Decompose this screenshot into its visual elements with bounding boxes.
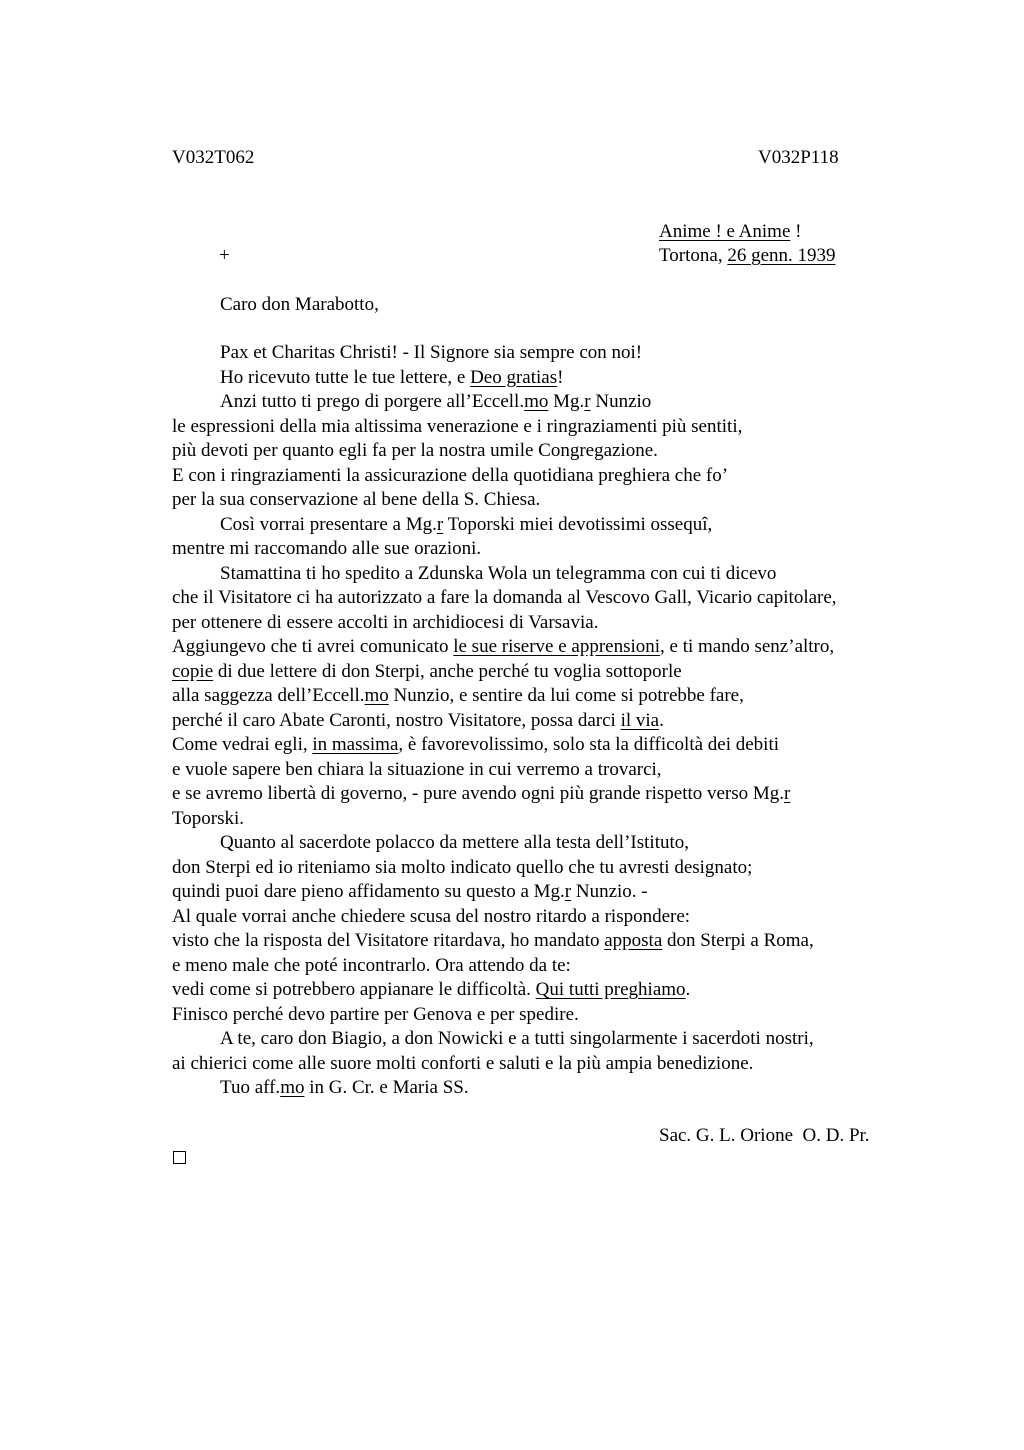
body-line: per ottenere di essere accolti in archidiocesi di Varsavia. <box>172 611 599 633</box>
salutation: Caro don Marabotto, <box>220 294 379 315</box>
body-line: alla saggezza dell’Eccell.mo Nunzio, e sentire da lui come si potrebbe fare, <box>172 685 744 706</box>
body-line: don Sterpi ed io riteniamo sia molto indicato quello che tu avresti designato; <box>172 856 753 878</box>
body-line: ai chierici come alle suore molti conforti e saluti e la più ampia benedizione. <box>172 1052 754 1074</box>
body-line: Anzi tutto ti prego di porgere all’Eccell.mo Mg.r Nunzio <box>220 391 652 412</box>
body-line: e meno male che poté incontrarlo. Ora attendo da te: <box>172 954 571 976</box>
motto <box>659 220 801 244</box>
body-line: Così vorrai presentare a Mg.r Toporski miei devotissimi ossequî, <box>220 513 713 535</box>
signature: Sac. G. L. Orione O. D. Pr. <box>659 1125 870 1146</box>
body-line: Toporski. <box>172 807 245 829</box>
header-right-code: V032P118 <box>758 147 839 168</box>
cross-symbol: + <box>219 245 230 266</box>
dateline <box>659 244 836 268</box>
body-line: Pax et Charitas Christi! - Il Signore sia sempre con noi! <box>220 342 643 363</box>
motto-underlined: Anime ! e Anime <box>659 221 791 242</box>
body-line: mentre mi raccomando alle sue orazioni. <box>172 538 482 559</box>
body-line: e se avremo libertà di governo, - pure avendo ogni più grande rispetto verso Mg.r <box>172 783 791 804</box>
body-line: più devoti per quanto egli fa per la nostra umile Congregazione. <box>172 440 658 461</box>
body-line: copie di due lettere di don Sterpi, anche perché tu voglia sottoporle <box>172 660 682 682</box>
end-square-icon <box>173 1151 186 1164</box>
motto-end: ! <box>790 221 802 242</box>
body-line: Ho ricevuto tutte le tue lettere, e Deo gratias! <box>220 366 564 388</box>
body-line: Al quale vorrai anche chiedere scusa del nostro ritardo a rispondere: <box>172 905 691 927</box>
closing-line: Tuo aff.mo in G. Cr. e Maria SS. <box>220 1077 469 1098</box>
body-line: perché il caro Abate Caronti, nostro Visitatore, possa darci il via. <box>172 709 664 731</box>
body-line: Come vedrai egli, in massima, è favorevolissimo, solo sta la difficoltà dei debiti <box>172 734 780 755</box>
body-line: visto che la risposta del Visitatore ritardava, ho mandato apposta don Sterpi a Roma, <box>172 930 814 951</box>
dateline-place: Tortona, <box>659 245 728 266</box>
body-line: le espressioni della mia altissima venerazione e i ringraziamenti più sentiti, <box>172 415 743 437</box>
dateline-date: 26 genn. 1939 <box>727 245 836 266</box>
body-line: E con i ringraziamenti la assicurazione della quotidiana preghiera che fo’ <box>172 464 729 486</box>
body-line: vedi come si potrebbero appianare le difficoltà. Qui tutti preghiamo. <box>172 979 691 1000</box>
body-line: che il Visitatore ci ha autorizzato a fare la domanda al Vescovo Gall, Vicario capitolare, <box>172 587 837 608</box>
body-line: e vuole sapere ben chiara la situazione in cui verremo a trovarci, <box>172 758 662 780</box>
body-line: Quanto al sacerdote polacco da mettere alla testa dell’Istituto, <box>220 832 689 853</box>
body-line: per la sua conservazione al bene della S. Chiesa. <box>172 489 541 510</box>
body-line: Aggiungevo che ti avrei comunicato le sue riserve e apprensioni, e ti mando senz’altro, <box>172 636 835 657</box>
body-line: Stamattina ti ho spedito a Zdunska Wola un telegramma con cui ti dicevo <box>220 562 777 584</box>
body-line: Finisco perché devo partire per Genova e per spedire. <box>172 1003 579 1025</box>
header-left-code: V032T062 <box>172 147 255 168</box>
body-line: A te, caro don Biagio, a don Nowicki e a tutti singolarmente i sacerdoti nostri, <box>220 1028 814 1049</box>
body-line: quindi puoi dare pieno affidamento su questo a Mg.r Nunzio. - <box>172 881 648 902</box>
